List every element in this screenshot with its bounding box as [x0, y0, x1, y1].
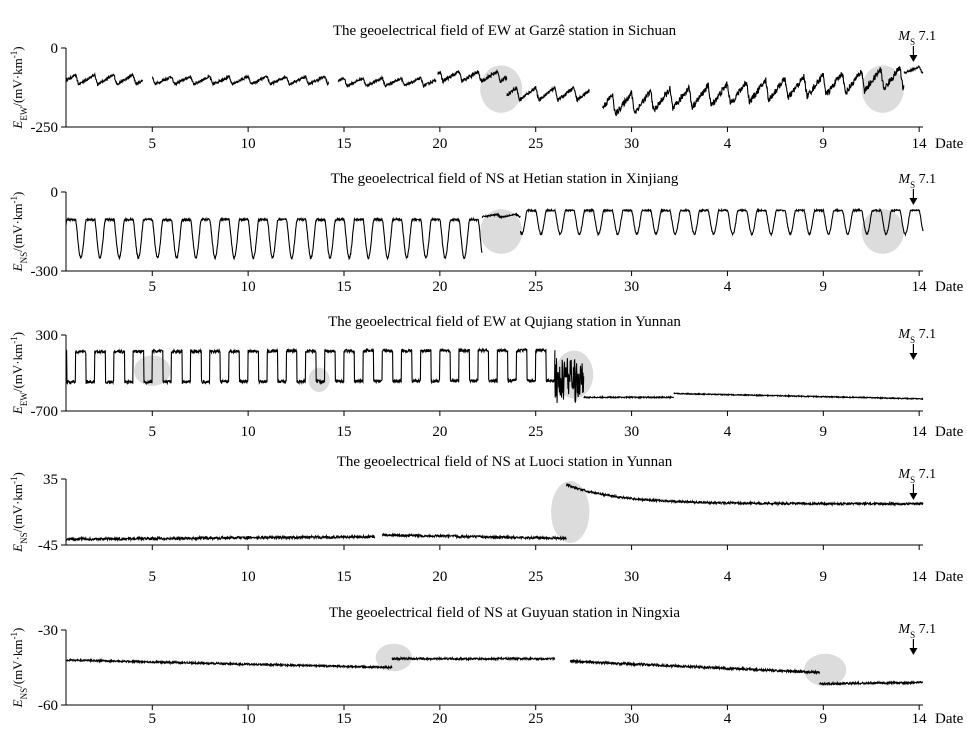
x-tick-label: 4	[723, 279, 732, 295]
series-line-segment	[66, 659, 392, 668]
y-label-close: )	[10, 331, 25, 337]
x-tick-label: 5	[148, 424, 157, 440]
x-tick-label: 15	[336, 711, 352, 727]
x-tick-label: 9	[819, 424, 828, 440]
chart-panel-5	[9, 605, 964, 727]
y-axis-label	[9, 192, 29, 273]
x-tick-label: 14	[911, 569, 927, 585]
x-tick-label: 5	[148, 136, 157, 152]
x-tick-label: 15	[336, 424, 352, 440]
y-axis-label	[9, 472, 29, 553]
x-tick-label: 10	[240, 279, 256, 295]
y-label-sup: -1	[9, 631, 19, 640]
event-label-mag: 7.1	[915, 172, 937, 187]
y-label-sup: -1	[9, 336, 19, 344]
x-tick-label: 20	[432, 424, 448, 440]
series-line-segment	[566, 484, 923, 505]
y-label-close: )	[10, 472, 25, 477]
series-line-segment	[66, 536, 375, 541]
y-label-unit: /(mV·km	[10, 639, 25, 688]
x-tick-label: 4	[723, 424, 732, 440]
x-tick-label: 4	[723, 569, 732, 585]
event-label-mag: 7.1	[915, 29, 937, 44]
y-label-sub: NS	[19, 532, 29, 544]
y-label-unit: /(mV·km	[10, 203, 25, 252]
event-label-s: S	[910, 335, 916, 345]
y-label-sup: -1	[9, 195, 19, 204]
event-label	[897, 172, 936, 190]
event-label-s: S	[910, 630, 916, 640]
event-label-m: M	[898, 467, 911, 482]
x-tick-label: 5	[148, 569, 157, 585]
series-line-segment	[152, 75, 328, 85]
event-label-s: S	[910, 37, 916, 47]
chart-panel-4	[9, 454, 964, 585]
x-tick-label: 9	[819, 711, 828, 727]
x-tick-label: 30	[624, 279, 640, 295]
x-tick-label: 25	[528, 136, 544, 152]
highlight-ellipse	[551, 481, 589, 543]
x-tick-label: 10	[240, 711, 256, 727]
y-tick-label-bottom: -700	[30, 404, 58, 420]
x-tick-label: 10	[240, 136, 256, 152]
x-tick-label: 14	[911, 711, 927, 727]
x-tick-label: 9	[819, 569, 828, 585]
event-label	[897, 622, 936, 640]
event-arrow-icon	[909, 198, 917, 205]
x-tick-label: 20	[432, 279, 448, 295]
y-tick-label-bottom: -300	[30, 264, 58, 280]
y-label-sup: -1	[9, 476, 19, 484]
y-label-sub: EW	[19, 392, 29, 407]
event-label-s: S	[910, 475, 916, 485]
x-tick-label: 25	[528, 711, 544, 727]
panel-title: The geoelectrical field of NS at Hetian station in Xinjiang	[330, 171, 679, 187]
x-tick-label: 4	[723, 136, 732, 152]
chart-panel-2	[9, 171, 964, 295]
y-tick-label-bottom: -45	[38, 538, 58, 554]
event-label-mag: 7.1	[915, 327, 937, 342]
y-label-close: )	[10, 46, 25, 51]
x-axis-label: Date	[935, 136, 964, 152]
series-line-segment	[66, 219, 482, 259]
event-label-s: S	[910, 180, 916, 190]
event-label-m: M	[898, 622, 911, 637]
panel-title: The geoelectrical field of NS at Guyuan station in Ningxia	[328, 605, 681, 621]
x-tick-label: 15	[336, 136, 352, 152]
y-label-unit: /(mV·km	[10, 483, 25, 533]
y-label-close: )	[10, 191, 25, 196]
x-tick-label: 5	[148, 711, 157, 727]
y-label-var: E	[10, 543, 25, 552]
series-line-segment	[66, 74, 143, 86]
y-tick-label-top: 35	[43, 472, 58, 488]
x-tick-label: 15	[336, 279, 352, 295]
panel-title: The geoelectrical field of EW at Garzê station in Sichuan	[332, 23, 677, 39]
x-tick-label: 10	[240, 569, 256, 585]
event-label-mag: 7.1	[915, 622, 937, 637]
x-tick-label: 14	[911, 136, 927, 152]
y-label-sub: NS	[19, 251, 29, 264]
x-tick-label: 30	[624, 424, 640, 440]
x-tick-label: 30	[624, 136, 640, 152]
y-axis-label	[9, 332, 29, 415]
x-tick-label: 20	[432, 711, 448, 727]
x-tick-label: 20	[432, 569, 448, 585]
series-line-segment	[392, 658, 555, 660]
event-arrow-icon	[909, 493, 917, 500]
x-tick-label: 30	[624, 569, 640, 585]
panel-title: The geoelectrical field of NS at Luoci station in Yunnan	[336, 454, 673, 470]
x-axis-label: Date	[935, 711, 964, 727]
y-label-var: E	[10, 699, 25, 708]
panel-title: The geoelectrical field of EW at Qujiang station in Yunnan	[328, 314, 681, 330]
y-label-unit: /(mV·km	[10, 58, 25, 107]
y-axis-label	[9, 46, 29, 129]
x-tick-label: 10	[240, 424, 256, 440]
event-label	[897, 29, 936, 47]
event-label-m: M	[898, 172, 911, 187]
event-label	[897, 467, 936, 485]
y-axis-label	[9, 628, 29, 709]
y-label-sup: -1	[9, 50, 19, 59]
y-tick-label-top: 300	[35, 328, 58, 344]
y-tick-label-top: -30	[38, 623, 58, 639]
x-tick-label: 25	[528, 279, 544, 295]
x-axis-label: Date	[935, 279, 964, 295]
x-tick-label: 9	[819, 279, 828, 295]
event-label-m: M	[898, 327, 911, 342]
x-tick-label: 25	[528, 424, 544, 440]
event-arrow-icon	[909, 55, 917, 62]
x-tick-label: 25	[528, 569, 544, 585]
y-label-close: )	[10, 627, 25, 632]
x-axis-label: Date	[935, 424, 964, 440]
chart-panel-1	[9, 23, 964, 152]
x-tick-label: 5	[148, 279, 157, 295]
event-label-mag: 7.1	[915, 467, 937, 482]
series-line-segment	[584, 397, 674, 398]
x-axis-label: Date	[935, 569, 964, 585]
series-line-segment	[674, 393, 923, 399]
x-tick-label: 9	[819, 136, 828, 152]
series-line-segment	[338, 77, 436, 87]
y-label-sub: NS	[19, 687, 29, 700]
x-tick-label: 4	[723, 711, 732, 727]
x-tick-label: 30	[624, 711, 640, 727]
event-arrow-icon	[909, 353, 917, 360]
y-label-var: E	[10, 120, 25, 129]
event-arrow-icon	[909, 648, 917, 655]
y-tick-label-top: 0	[50, 185, 58, 201]
series-line-segment	[570, 660, 819, 673]
x-tick-label: 15	[336, 569, 352, 585]
y-label-var: E	[10, 263, 25, 272]
x-tick-label: 14	[911, 279, 927, 295]
x-tick-label: 14	[911, 424, 927, 440]
series-line-segment	[603, 67, 904, 116]
chart-panel-3	[9, 314, 964, 440]
y-tick-label-bottom: -250	[30, 120, 58, 136]
event-label	[897, 327, 936, 345]
y-label-var: E	[10, 406, 25, 415]
y-label-unit: /(mV·km	[10, 343, 25, 393]
series-line-segment	[382, 534, 566, 539]
x-tick-label: 20	[432, 136, 448, 152]
series-line-segment	[904, 66, 923, 73]
y-label-sub: EW	[19, 106, 29, 121]
y-tick-label-bottom: -60	[38, 698, 58, 714]
y-tick-label-top: 0	[50, 41, 58, 57]
highlight-ellipse	[804, 654, 846, 687]
event-label-m: M	[898, 29, 911, 44]
